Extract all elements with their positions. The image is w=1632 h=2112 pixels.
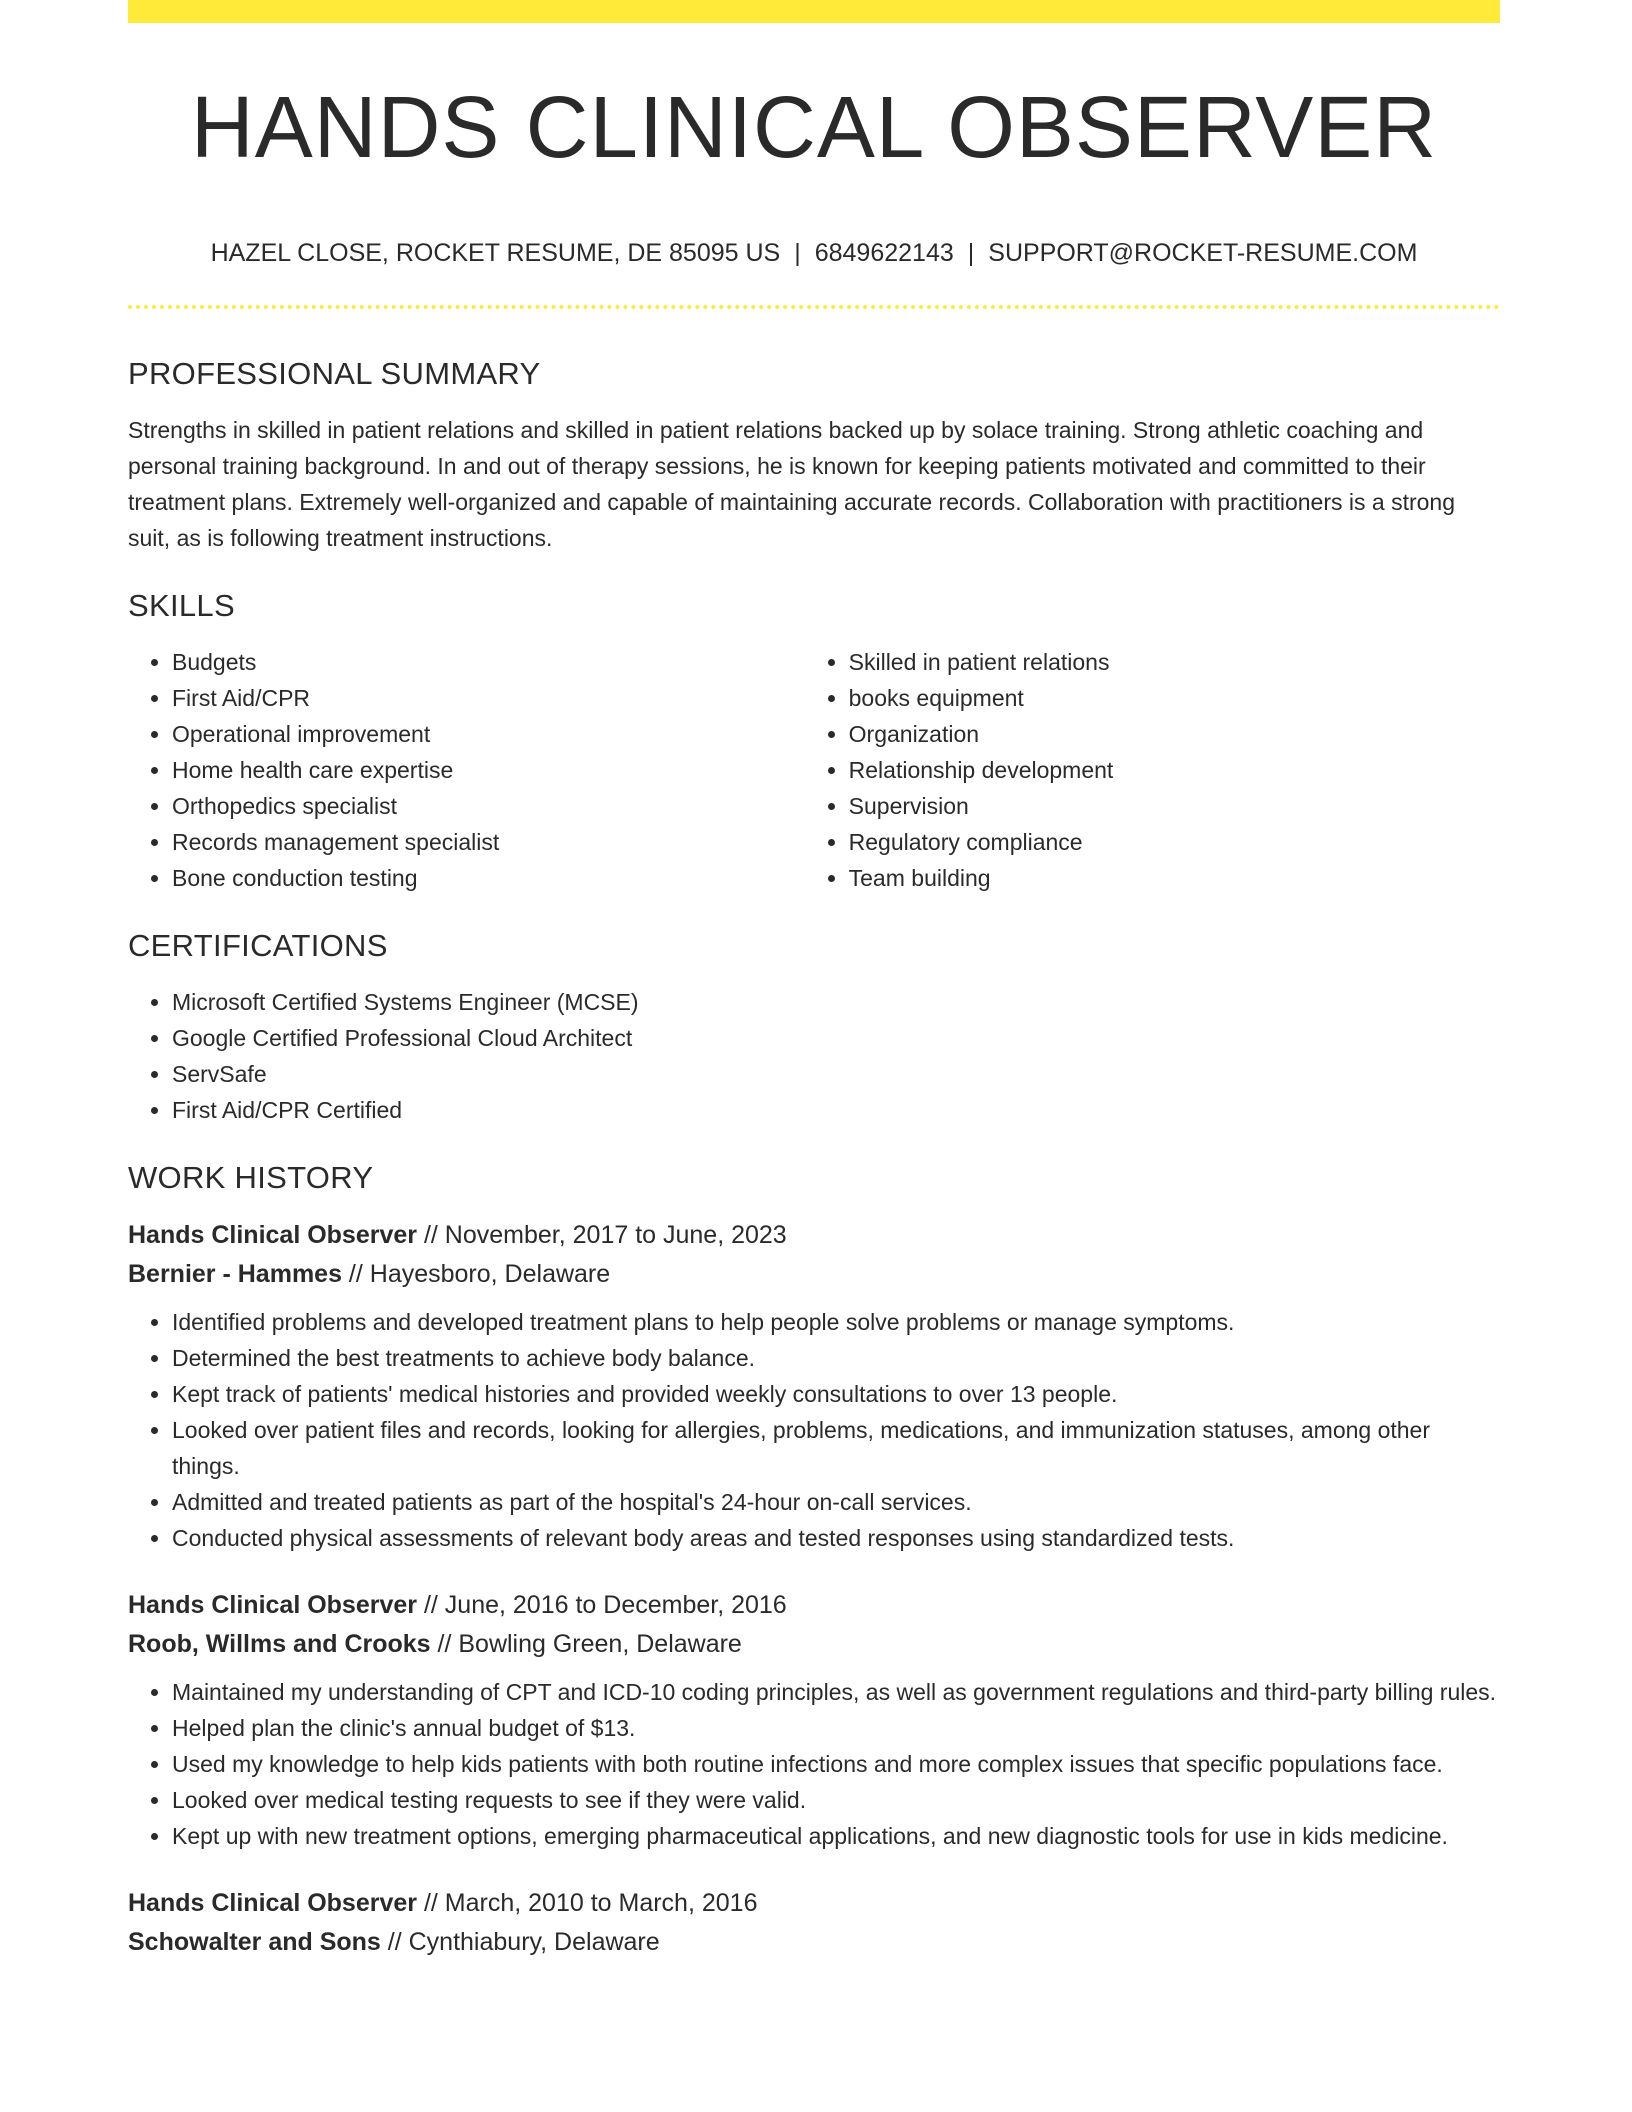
summary-section bbox=[128, 350, 1500, 556]
skill-item: • Budgets bbox=[172, 644, 805, 680]
job-title: Hands Clinical Observer bbox=[128, 1591, 418, 1619]
contact-email: SUPPORT@ROCKET-RESUME.COM bbox=[988, 239, 1418, 267]
resume-content bbox=[128, 350, 1500, 1962]
certifications-heading: CERTIFICATIONS bbox=[128, 928, 388, 963]
job-title-line bbox=[128, 1884, 1500, 1923]
job-dates: // November, 2017 to June, 2023 bbox=[417, 1221, 787, 1249]
certification-item: • Google Certified Professional Cloud Architect bbox=[172, 1020, 1500, 1056]
skills-heading: SKILLS bbox=[128, 588, 235, 623]
job-company-line bbox=[128, 1255, 1500, 1294]
job-bullet: • Used my knowledge to help kids patients with both routine infections and more complex issues that specific populations face. bbox=[172, 1746, 1500, 1782]
job-entry bbox=[128, 1884, 1500, 1962]
contact-separator: | bbox=[967, 239, 975, 267]
job-location: // Hayesboro, Delaware bbox=[341, 1260, 611, 1288]
certification-item: • First Aid/CPR Certified bbox=[172, 1092, 1500, 1128]
job-entry bbox=[128, 1586, 1500, 1854]
skill-item: • books equipment bbox=[849, 680, 1500, 716]
job-bullets bbox=[128, 1674, 1500, 1854]
summary-text: Strengths in skilled in patient relations and skilled in patient relations backed up by solace training. Strong athletic coaching and personal training background. In and out of therapy sessions, he is known for keeping patients motivated and committed to their treatment plans. Extremely well-organized and capable of maintaining accurate records. Collaboration with practitioners is a strong suit, as is following treatment instructions. bbox=[128, 417, 1456, 551]
job-bullet: • Helped plan the clinic's annual budget of $13. bbox=[172, 1710, 1500, 1746]
skills-section bbox=[128, 582, 1500, 896]
job-title: Hands Clinical Observer bbox=[128, 1889, 418, 1917]
job-dates: // March, 2010 to March, 2016 bbox=[417, 1889, 758, 1917]
job-bullet: • Conducted physical assessments of relevant body areas and tested responses using standardized tests. bbox=[172, 1520, 1500, 1556]
skill-item: • Skilled in patient relations bbox=[849, 644, 1500, 680]
accent-top-bar bbox=[128, 0, 1500, 23]
skill-item: • Operational improvement bbox=[172, 716, 805, 752]
skills-columns bbox=[128, 644, 1500, 896]
certifications-section bbox=[128, 922, 1500, 1128]
job-company: Bernier - Hammes bbox=[128, 1260, 342, 1288]
job-bullet: • Maintained my understanding of CPT and ICD-10 coding principles, as well as government regulations and third-party billing rules. bbox=[172, 1674, 1500, 1710]
job-location: // Cynthiabury, Delaware bbox=[380, 1928, 660, 1956]
job-bullet: • Looked over medical testing requests to see if they were valid. bbox=[172, 1782, 1500, 1818]
skill-item: • Relationship development bbox=[849, 752, 1500, 788]
skill-item: • Supervision bbox=[849, 788, 1500, 824]
job-company: Roob, Willms and Crooks bbox=[128, 1630, 431, 1658]
job-company-line bbox=[128, 1923, 1500, 1962]
certifications-list bbox=[128, 984, 1500, 1128]
job-dates: // June, 2016 to December, 2016 bbox=[417, 1591, 787, 1619]
certification-item: • Microsoft Certified Systems Engineer (MCSE) bbox=[172, 984, 1500, 1020]
job-bullet: • Determined the best treatments to achieve body balance. bbox=[172, 1340, 1500, 1376]
job-bullet: • Kept up with new treatment options, emerging pharmaceutical applications, and new diagnostic tools for use in kids medicine. bbox=[172, 1818, 1500, 1854]
contact-line bbox=[128, 236, 1500, 270]
contact-phone: 6849622143 bbox=[814, 239, 954, 267]
contact-address: HAZEL CLOSE, ROCKET RESUME, DE 85095 US bbox=[210, 239, 781, 267]
job-bullets bbox=[128, 1304, 1500, 1556]
job-bullet: • Kept track of patients' medical histories and provided weekly consultations to over 13 people. bbox=[172, 1376, 1500, 1412]
job-title-line bbox=[128, 1586, 1500, 1625]
work-history-section bbox=[128, 1154, 1500, 1962]
skill-item: • First Aid/CPR bbox=[172, 680, 805, 716]
skill-item: • Records management specialist bbox=[172, 824, 805, 860]
skills-list-right bbox=[805, 644, 1500, 896]
skill-item: • Team building bbox=[849, 860, 1500, 896]
job-entry bbox=[128, 1216, 1500, 1556]
job-bullet: • Admitted and treated patients as part of the hospital's 24-hour on-call services. bbox=[172, 1484, 1500, 1520]
resume-name: HANDS CLINICAL OBSERVER bbox=[190, 79, 1438, 176]
resume-page bbox=[128, 0, 1500, 1956]
certification-item: • ServSafe bbox=[172, 1056, 1500, 1092]
dotted-divider bbox=[128, 305, 1500, 309]
skill-item: • Regulatory compliance bbox=[849, 824, 1500, 860]
contact-separator: | bbox=[794, 239, 801, 267]
skills-list-left bbox=[128, 644, 805, 896]
job-bullet: • Looked over patient files and records, looking for allergies, problems, medications, and immunization statuses, among other things. bbox=[172, 1412, 1500, 1484]
job-bullet: • Identified problems and developed treatment plans to help people solve problems or manage symptoms. bbox=[172, 1304, 1500, 1340]
job-company-line bbox=[128, 1625, 1500, 1664]
job-title-line bbox=[128, 1216, 1500, 1255]
skill-item: • Orthopedics specialist bbox=[172, 788, 805, 824]
skill-item: • Organization bbox=[849, 716, 1500, 752]
skill-item: • Bone conduction testing bbox=[172, 860, 805, 896]
job-title: Hands Clinical Observer bbox=[128, 1221, 418, 1249]
work-history-heading: WORK HISTORY bbox=[128, 1160, 374, 1195]
skill-item: • Home health care expertise bbox=[172, 752, 805, 788]
summary-heading: PROFESSIONAL SUMMARY bbox=[128, 356, 541, 391]
job-location: // Bowling Green, Delaware bbox=[430, 1630, 742, 1658]
job-company: Schowalter and Sons bbox=[128, 1928, 381, 1956]
